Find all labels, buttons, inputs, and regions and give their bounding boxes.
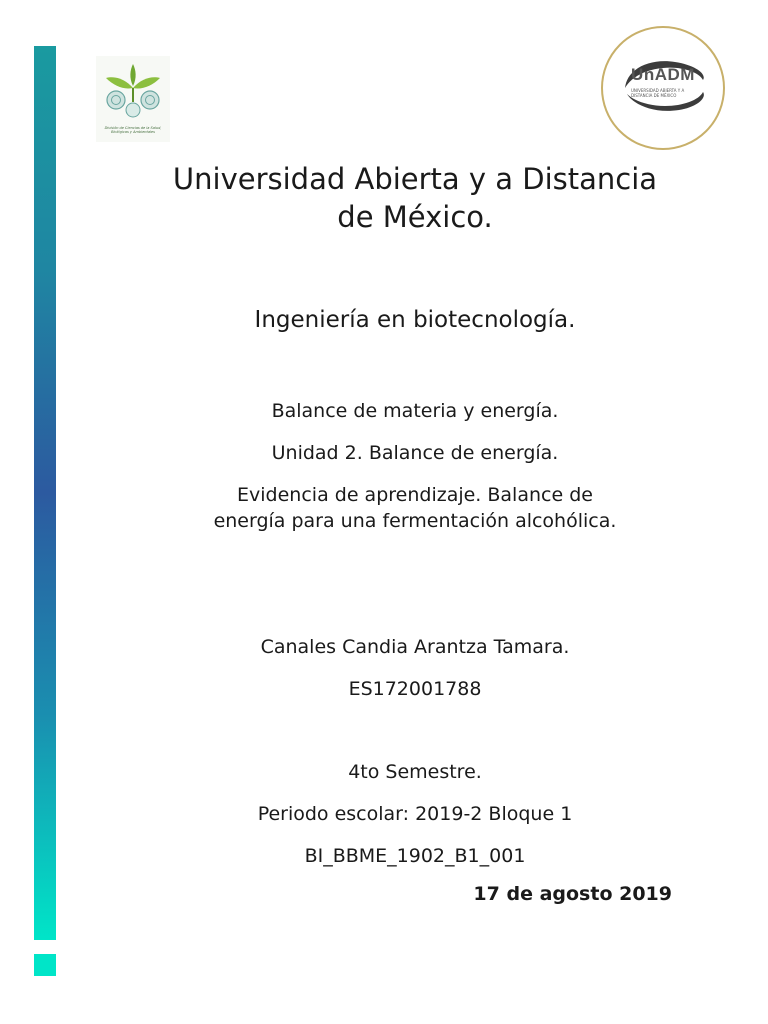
semester: 4to Semestre. xyxy=(348,761,482,783)
decorative-gradient-bar xyxy=(34,46,56,940)
evidence-title-line1: Evidencia de aprendizaje. Balance de xyxy=(237,484,593,506)
unadm-logo-title: UnADM xyxy=(631,65,695,84)
division-logo-caption: División de Ciencias de la Salud, Biológicas y Ambientales xyxy=(104,126,162,134)
leaf-seal-icon xyxy=(96,56,170,126)
university-title-line2: de México. xyxy=(337,200,493,234)
career-name: Ingeniería en biotecnología. xyxy=(254,307,576,333)
university-title xyxy=(130,160,700,236)
unadm-logo xyxy=(601,26,725,150)
unit-name: Unidad 2. Balance de energía. xyxy=(271,442,559,464)
group-code: BI_BBME_1902_B1_001 xyxy=(304,845,526,867)
division-logo xyxy=(96,56,170,142)
subject-name: Balance de materia y energía. xyxy=(271,400,559,422)
student-name: Canales Candia Arantza Tamara. xyxy=(260,636,570,658)
evidence-title xyxy=(130,482,700,534)
unadm-logo-subtitle: UNIVERSIDAD ABIERTA Y A DISTANCIA DE MÉXICO xyxy=(631,88,685,98)
evidence-title-line2: energía para una fermentación alcohólica. xyxy=(213,510,617,532)
student-id: ES172001788 xyxy=(348,678,482,700)
school-period: Periodo escolar: 2019-2 Bloque 1 xyxy=(257,803,573,825)
decorative-square xyxy=(34,954,56,976)
university-title-line1: Universidad Abierta y a Distancia xyxy=(172,162,658,196)
delivery-date: 17 de agosto 2019 xyxy=(473,883,672,905)
